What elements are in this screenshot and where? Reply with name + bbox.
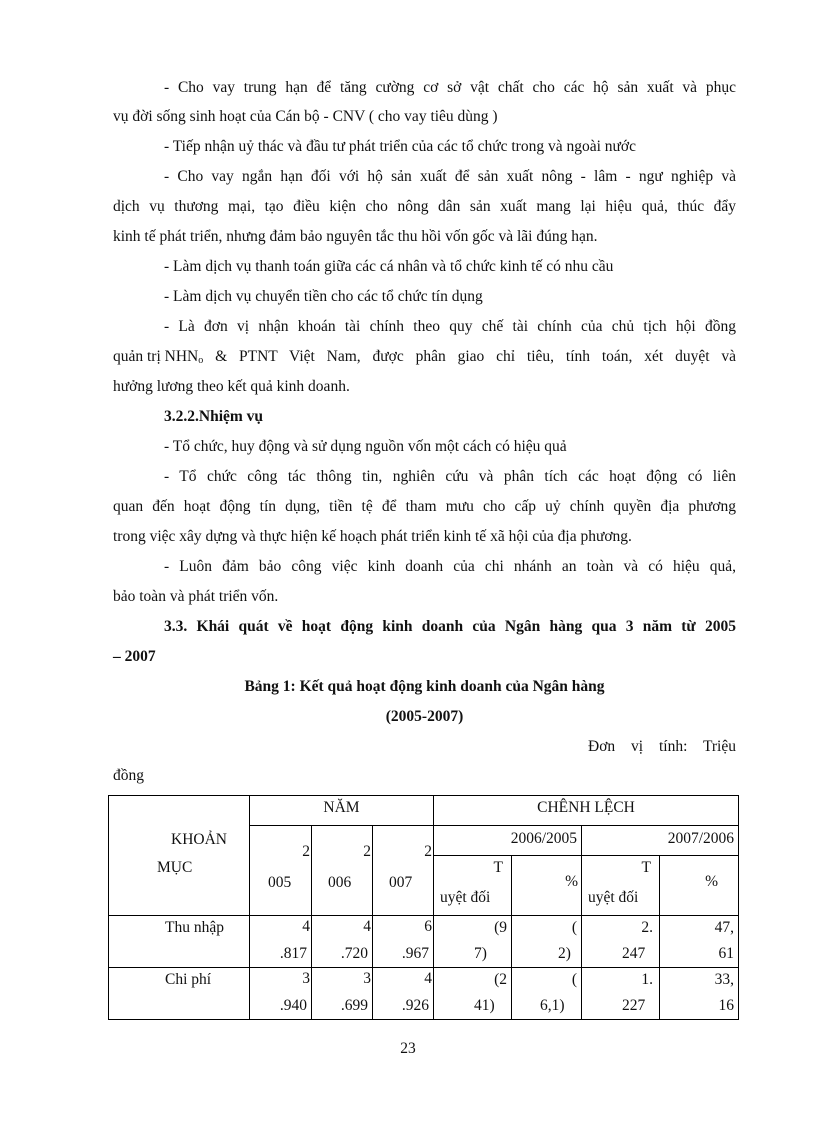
cell-top: (: [571, 919, 577, 936]
cell-bottom: 2): [558, 945, 571, 962]
cell-bottom: .940: [279, 997, 307, 1014]
cut-digit: 2: [363, 843, 371, 860]
cell-bottom: .699: [340, 997, 368, 1014]
para-line: - Tổ chức công tác thông tin, nghiên cứu và phân tích các hoạt động có liên: [164, 468, 736, 485]
section-heading: 3.2.2.Nhiệm vụ: [164, 408, 264, 425]
cell-bottom: 6,1): [540, 997, 565, 1014]
para-line: - Làm dịch vụ thanh toán giữa các cá nhân và tổ chức kinh tế có nhu cầu: [164, 258, 614, 275]
cell: [582, 968, 660, 1020]
para-text: & PTNT Việt Nam, được phân giao chỉ tiêu, tính toán, xét duyệt và: [203, 348, 736, 365]
cell-top: 4: [363, 918, 371, 935]
header-text: T: [641, 859, 651, 876]
row-label-text: Thu nhập: [165, 919, 224, 936]
row-label: [109, 968, 250, 1020]
page-number: 23: [400, 1040, 416, 1057]
para-line: - Làm dịch vụ chuyển tiền cho các tổ chức tín dụng: [164, 288, 483, 305]
cell-top: 4: [302, 918, 310, 935]
cell: [373, 968, 434, 1020]
year-text: 006: [328, 874, 352, 891]
cell: [512, 968, 582, 1020]
cell-top: 33,: [714, 971, 734, 988]
table-row: [109, 916, 739, 968]
cell-bottom: .817: [279, 945, 307, 962]
table-title: (2005-2007): [385, 708, 464, 725]
header-2006-2005: 2006/2005: [434, 826, 582, 856]
unit-label: đồng: [113, 767, 144, 784]
header-percent: [660, 856, 739, 916]
header-text: uyệt đối: [588, 889, 639, 906]
header-text: KHOẢN: [171, 831, 227, 848]
cell-bottom: 247: [622, 945, 646, 962]
cell-top: 3: [302, 970, 310, 987]
header-text: %: [705, 873, 718, 890]
cell-bottom: .967: [401, 945, 429, 962]
cell-top: (: [571, 971, 577, 988]
para-line: hưởng lương theo kết quả kinh doanh.: [113, 378, 350, 395]
para-line: [113, 347, 736, 367]
cell-top: 6: [424, 918, 432, 935]
para-line: - Là đơn vị nhận khoán tài chính theo quy chế tài chính của chủ tịch hội đồng: [164, 318, 736, 335]
cell-bottom: 227: [622, 997, 646, 1014]
cell: [582, 916, 660, 968]
cell-bottom: .720: [340, 945, 368, 962]
year-text: 007: [389, 874, 413, 891]
para-line: - Cho vay trung hạn để tăng cường cơ sở vật chất cho các hộ sản xuất và phục: [164, 79, 736, 96]
cell: [312, 916, 373, 968]
header-text: T: [493, 859, 503, 876]
table-row: [109, 968, 739, 1020]
cell-top: (9: [494, 919, 507, 936]
cell: [373, 916, 434, 968]
table-title: Bảng 1: Kết quả hoạt động kinh doanh của Ngân hàng: [244, 678, 605, 695]
section-heading: 3.3. Khái quát về hoạt động kinh doanh của Ngân hàng qua 3 năm từ 2005: [164, 618, 736, 635]
header-nam: NĂM: [250, 796, 434, 826]
para-line: trong việc xây dựng và thực hiện kế hoạch phát triển kinh tế xã hội của địa phương.: [113, 528, 632, 545]
cell: [250, 916, 312, 968]
header-2007-2006: 2007/2006: [582, 826, 739, 856]
cell-bottom: 7): [474, 945, 487, 962]
cell: [512, 916, 582, 968]
cell-top: 4: [424, 970, 432, 987]
cell-top: 47,: [714, 919, 734, 936]
header-text: uyệt đối: [440, 889, 491, 906]
cell-bottom: 16: [718, 997, 734, 1014]
para-line: - Cho vay ngắn hạn đối với hộ sản xuất để sản xuất nông - lâm - ngư nghiệp và: [164, 168, 736, 185]
para-line: quan đến hoạt động tín dụng, tiền tệ để tham mưu cho cấp uỷ chính quyền địa phương: [113, 498, 736, 515]
cell-bottom: 41): [474, 997, 495, 1014]
para-line: dịch vụ thương mại, tạo điều kiện cho nông dân sản xuất mang lại hiệu quả, thúc đẩy: [113, 198, 736, 215]
cell: [434, 916, 512, 968]
results-table: [108, 795, 739, 1020]
cell-top: 1.: [641, 971, 653, 988]
para-line: - Tổ chức, huy động và sử dụng nguồn vốn một cách có hiệu quả: [164, 438, 567, 455]
para-line: - Tiếp nhận uỷ thác và đầu tư phát triển của các tổ chức trong và ngoài nước: [164, 138, 636, 155]
cell-top: (2: [494, 971, 507, 988]
cell: [312, 968, 373, 1020]
cut-digit: 2: [424, 843, 432, 860]
row-label: [109, 916, 250, 968]
cell: [660, 916, 739, 968]
header-year-2007: [373, 826, 434, 916]
para-line: - Luôn đảm bảo công việc kinh doanh của chi nhánh an toàn và có hiệu quả,: [164, 558, 736, 575]
cell-bottom: 61: [718, 945, 734, 962]
para-line: kinh tế phát triển, nhưng đảm bảo nguyên tắc thu hồi vốn gốc và lãi đúng hạn.: [113, 228, 598, 245]
cell: [250, 968, 312, 1020]
header-tuyet-doi: [582, 856, 660, 916]
para-line: vụ đời sống sinh hoạt của Cán bộ - CNV ( cho vay tiêu dùng ): [113, 108, 498, 125]
cell: [660, 968, 739, 1020]
para-text: quản trị NHN: [113, 348, 199, 365]
para-line: bảo toàn và phát triển vốn.: [113, 588, 279, 605]
section-heading: – 2007: [113, 648, 156, 665]
row-label-text: Chi phí: [165, 971, 212, 988]
cell-bottom: .926: [401, 997, 429, 1014]
header-tuyet-doi: [434, 856, 512, 916]
header-chenh-lech: CHÊNH LỆCH: [434, 796, 739, 826]
header-percent: [512, 856, 582, 916]
year-text: 005: [268, 874, 292, 891]
header-text: %: [565, 873, 578, 890]
header-khoan-muc: [109, 796, 250, 916]
cell-top: 2.: [641, 919, 653, 936]
subscript: o: [198, 355, 204, 366]
header-year-2006: [312, 826, 373, 916]
unit-label: Đơn vị tính: Triệu: [588, 738, 736, 755]
header-text: MỤC: [157, 859, 193, 876]
cell-top: 3: [363, 970, 371, 987]
cut-digit: 2: [302, 843, 310, 860]
cell: [434, 968, 512, 1020]
header-year-2005: [250, 826, 312, 916]
